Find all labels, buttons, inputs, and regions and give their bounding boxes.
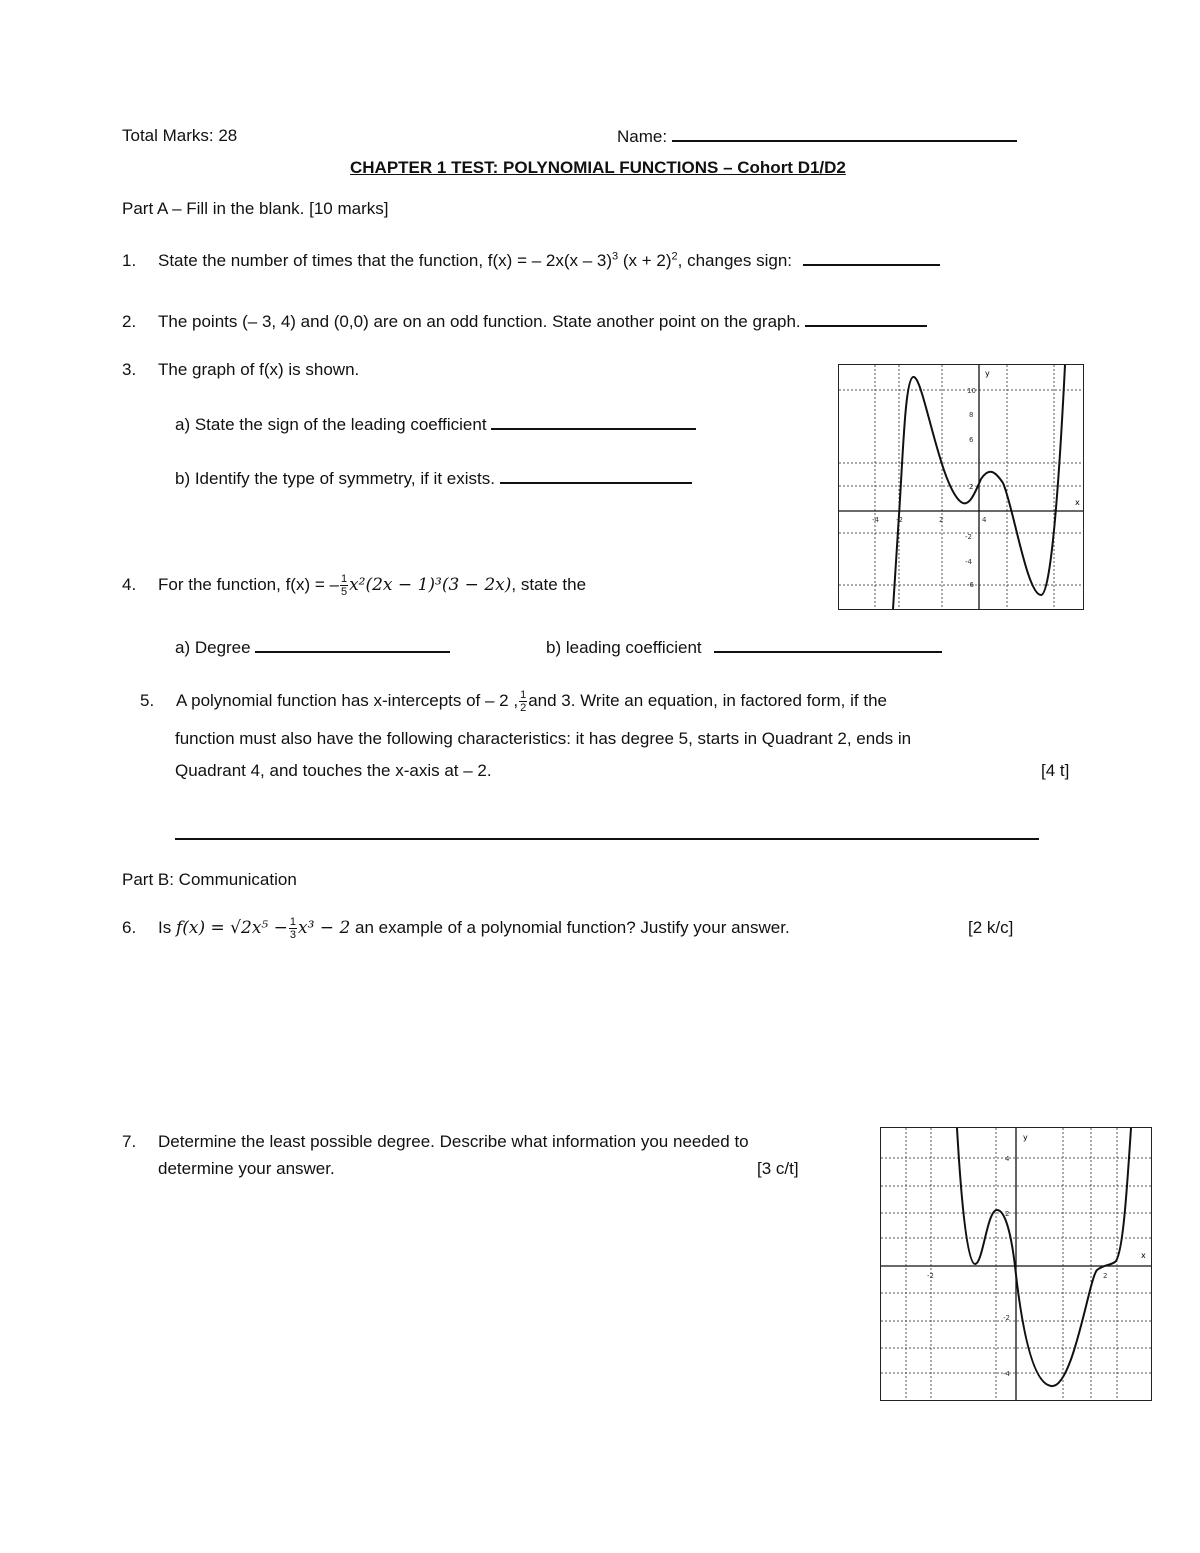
graph-1-tick-label: -2	[965, 533, 972, 541]
q5-line2: function must also have the following characteristics: it has degree 5, starts in Quadrant 2, ends in	[175, 729, 912, 748]
graph-2-tick-label: 2	[1103, 1272, 1108, 1280]
graph-2-svg	[881, 1128, 1151, 1400]
q6-frac-den: 3	[289, 929, 296, 941]
graph-1-axis-label-x: x	[1075, 498, 1080, 507]
q1-exp1: 3	[612, 250, 619, 263]
q5-marks: [4 t]	[1041, 761, 1070, 780]
q1-answer-blank[interactable]	[803, 250, 940, 266]
question-number: 1.	[122, 251, 137, 270]
graph-1-tick-label: 4	[982, 516, 987, 524]
graph-2-axis-label-x: x	[1141, 1251, 1146, 1260]
page-title: CHAPTER 1 TEST: POLYNOMIAL FUNCTIONS – Cohort D1/D2	[350, 158, 846, 177]
q4-text-after: , state the	[511, 574, 587, 594]
q4-frac-num: 1	[340, 573, 348, 585]
q6-math-1: f(x) = √2x⁵ −	[175, 917, 288, 938]
graph-1-axis-label-y: y	[985, 369, 990, 378]
q4-math: x²(2x − 1)³(3 − 2x)	[349, 574, 512, 595]
q2-text: The points (– 3, 4) and (0,0) are on an odd function. State another point on the graph.	[158, 312, 801, 331]
q3a-answer-blank[interactable]	[491, 414, 696, 430]
q4a-answer-blank[interactable]	[255, 637, 450, 653]
q5-frac-den: 2	[520, 702, 527, 714]
q6-text-before: Is	[158, 917, 172, 937]
q6-marks: [2 k/c]	[968, 918, 1014, 937]
q5-line3: Quadrant 4, and touches the x-axis at – 2.	[175, 761, 492, 780]
q4-frac-den: 5	[340, 586, 348, 598]
q3b-text: b) Identify the type of symmetry, if it exists.	[175, 469, 495, 488]
graph-2-curve	[957, 1128, 1131, 1386]
graph-2-tick-label: 2	[1005, 1210, 1010, 1218]
q7-marks: [3 c/t]	[757, 1159, 799, 1178]
q5-fraction	[519, 689, 527, 714]
question-7	[122, 1132, 749, 1152]
graph-2-axis-label-y: y	[1023, 1133, 1028, 1142]
graph-1-tick-label: -4	[965, 558, 972, 566]
q1-text-mid: (x + 2)	[618, 251, 672, 270]
question-3	[122, 360, 359, 380]
part-b-heading: Part B: Communication	[122, 870, 297, 889]
question-1	[122, 250, 940, 271]
q3a-text: a) State the sign of the leading coefficient	[175, 415, 487, 434]
q5-line1-after: and 3. Write an equation, in factored form, if the	[528, 690, 887, 710]
question-5	[140, 689, 887, 714]
name-blank[interactable]	[672, 126, 1017, 142]
q6-fraction	[289, 916, 297, 941]
question-3a	[175, 414, 696, 435]
q5-answer-line[interactable]	[175, 838, 1039, 840]
q7-line1: Determine the least possible degree. Describe what information you needed to	[158, 1132, 749, 1151]
graph-1-tick-label: 8	[969, 411, 974, 419]
graph-1-tick-label: -4	[872, 516, 879, 524]
q4a-text: a) Degree	[175, 638, 251, 657]
question-4a	[175, 637, 450, 658]
q7-line2: determine your answer.	[158, 1159, 335, 1178]
q6-text-after: an example of a polynomial function? Justify your answer.	[350, 917, 790, 937]
question-number: 3.	[122, 360, 137, 379]
graph-1-tick-label: 2	[939, 516, 944, 524]
q6-math-2: x³ − 2	[298, 917, 351, 938]
graph-2	[880, 1127, 1152, 1401]
q4-fraction	[340, 573, 348, 598]
q4b-text: b) leading coefficient	[546, 638, 702, 657]
q5-line1-before: A polynomial function has x-intercepts of – 2 ,	[176, 690, 519, 710]
question-number: 7.	[122, 1132, 137, 1151]
q1-exp2: 2	[671, 250, 678, 263]
graph-2-tick-label: -2	[1003, 1314, 1010, 1322]
graph-1-tick-label: 2	[969, 483, 974, 491]
q4-text-before: For the function, f(x) = –	[158, 574, 339, 594]
graph-1-tick-label: -2	[896, 516, 903, 524]
q1-text-before: State the number of times that the function, f(x) = – 2x(x – 3)	[158, 251, 613, 270]
question-number: 4.	[122, 574, 137, 594]
graph-1-tick-label: -6	[967, 581, 974, 589]
question-4	[122, 573, 586, 598]
graph-1-svg	[839, 365, 1083, 609]
q3b-answer-blank[interactable]	[500, 468, 692, 484]
question-3b	[175, 468, 692, 489]
question-6	[122, 916, 790, 941]
name-label: Name:	[617, 127, 668, 146]
part-a-heading: Part A – Fill in the blank. [10 marks]	[122, 199, 389, 218]
q1-text-after: , changes sign:	[677, 251, 793, 270]
question-4b	[546, 637, 942, 658]
q4b-answer-blank[interactable]	[714, 637, 942, 653]
q2-answer-blank[interactable]	[805, 311, 927, 327]
graph-1-tick-label: 10	[967, 387, 976, 395]
graph-1-tick-label: 6	[969, 436, 974, 444]
graph-2-tick-label: -4	[1003, 1370, 1010, 1378]
name-field-row	[617, 126, 1017, 147]
question-number: 2.	[122, 312, 137, 331]
graph-1	[838, 364, 1084, 610]
question-number: 5.	[140, 690, 155, 710]
graph-2-tick-label: -2	[927, 1272, 934, 1280]
q6-frac-num: 1	[289, 916, 296, 928]
total-marks: Total Marks: 28	[122, 126, 238, 145]
graph-2-tick-label: 4	[1005, 1155, 1010, 1163]
question-2	[122, 311, 927, 332]
question-number: 6.	[122, 917, 137, 937]
q3-text: The graph of f(x) is shown.	[158, 360, 360, 379]
q5-frac-num: 1	[520, 689, 527, 701]
